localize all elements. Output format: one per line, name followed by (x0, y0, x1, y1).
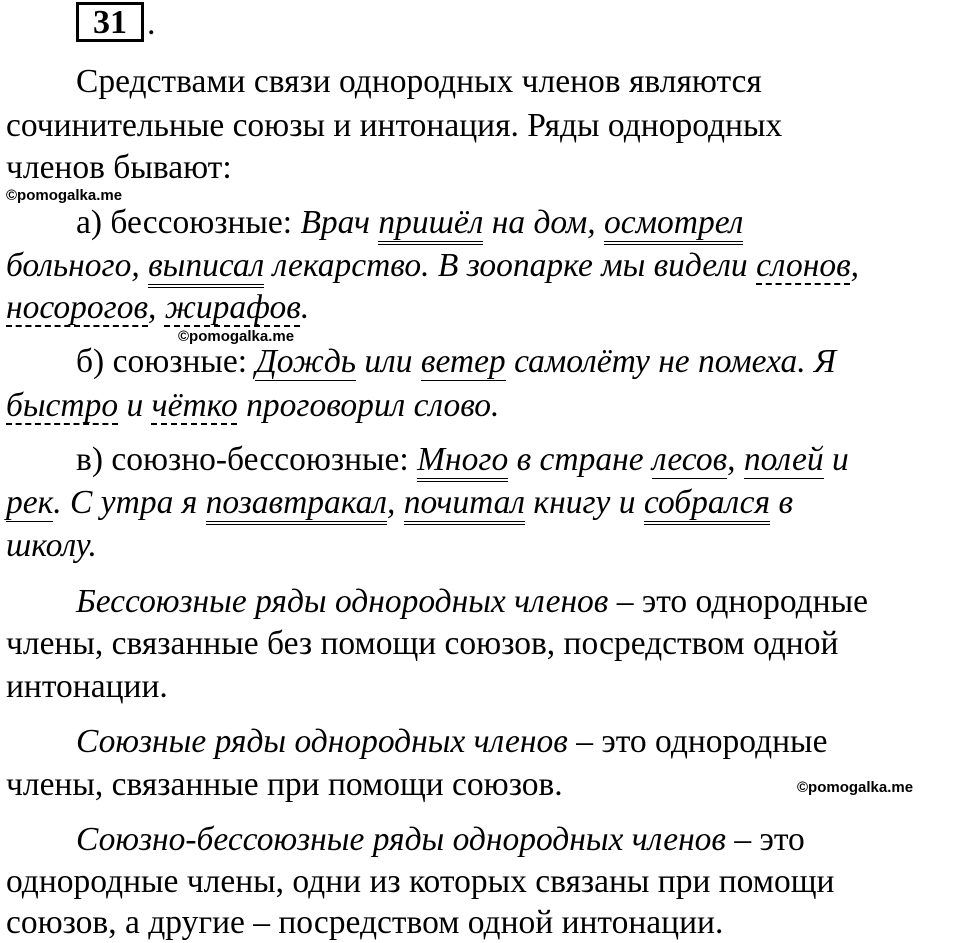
definition-2-text: – это однородные (567, 723, 828, 760)
example-b-line-1 (76, 342, 836, 382)
subject-word: полей (743, 441, 824, 478)
definition-2-term: Союзные ряды однородных членов (76, 723, 568, 760)
example-c-label: в) союзно-бессоюзные: (76, 441, 418, 478)
definition-1-line-3: интонации. (6, 668, 168, 705)
watermark: ©pomogalka.me (6, 187, 123, 204)
example-b-text: и (118, 387, 152, 424)
example-a-text: Врач (300, 204, 379, 241)
subject-word: лесов (651, 441, 728, 478)
example-c-text: в (770, 484, 793, 521)
example-b-text: или (356, 343, 421, 380)
example-c-text: , (727, 441, 744, 478)
predicate-word: осмотрел (604, 204, 743, 245)
definition-3-term: Союзно-бессоюзные ряды однородных членов (76, 821, 726, 858)
predicate-word: пришёл (378, 204, 483, 245)
object-word: носорогов (6, 289, 149, 326)
example-c-text: и (823, 441, 849, 478)
example-c-line-2 (6, 483, 793, 523)
predicate-word: позавтракал (206, 484, 387, 525)
definition-3-line-3: союзов, а другие – посредством одной интонации. (6, 904, 724, 941)
predicate-word: почитал (404, 484, 525, 525)
example-a-text: больного, (6, 247, 149, 284)
example-c-text: . С утра я (53, 484, 206, 521)
definition-3-line-1 (76, 820, 805, 860)
predicate-word: собрался (644, 484, 770, 525)
example-a-text: , (148, 289, 165, 326)
example-c-line-3 (6, 526, 97, 566)
exercise-number-dot: . (147, 5, 156, 42)
object-word: жирафов (164, 289, 301, 326)
definition-1-term: Бессоюзные ряды однородных членов (76, 583, 609, 620)
example-c-text: , (386, 484, 404, 521)
definition-1-line-1 (76, 582, 868, 622)
object-word: слонов (756, 247, 851, 284)
predicate-word: Много (417, 441, 508, 482)
example-c-text: книгу и (525, 484, 644, 521)
definition-2-line-2: члены, связанные при помощи союзов. (6, 766, 563, 803)
example-a-line-2 (6, 246, 859, 286)
watermark: ©pomogalka.me (178, 328, 295, 345)
definition-3-text: – это (725, 821, 805, 858)
example-a-text: . (300, 289, 310, 326)
predicate-word: выписал (148, 247, 264, 288)
exercise-number: 31 (76, 2, 144, 42)
example-a-label: а) бессоюзные: (76, 204, 301, 241)
example-b-text: самолёту не помеха. Я (505, 343, 837, 380)
definition-1-text: – это однородные (608, 583, 868, 620)
definition-2-line-1 (76, 722, 827, 762)
example-b-line-2 (6, 386, 499, 426)
example-a-text: лекарство. В зоопарке мы видели (264, 247, 757, 284)
example-b-text: проговорил слово. (237, 387, 500, 424)
subject-word: Дождь (255, 343, 357, 380)
example-a-text: на дом, (483, 204, 605, 241)
example-c-line-1 (76, 440, 849, 480)
definition-1-line-2: члены, связанные без помощи союзов, посредством одной (6, 625, 839, 662)
example-c-text: школу. (6, 527, 97, 564)
example-a-line-1 (76, 203, 743, 243)
example-a-text: , (850, 247, 859, 284)
intro-line-3: членов бывают: (6, 149, 232, 186)
intro-line-2: сочинительные союзы и интонация. Ряды однородных (6, 107, 783, 144)
subject-word: рек (6, 484, 54, 521)
subject-word: ветер (420, 343, 506, 380)
adverbial-word: быстро (6, 387, 119, 424)
example-a-line-3 (6, 288, 309, 328)
example-b-label: б) союзные: (76, 343, 256, 380)
intro-line-1: Средствами связи однородных членов являются (76, 63, 762, 100)
watermark: ©pomogalka.me (797, 779, 914, 796)
adverbial-word: чётко (151, 387, 238, 424)
example-c-text: в стране (508, 441, 652, 478)
definition-3-line-2: однородные члены, одни из которых связаны при помощи (6, 863, 835, 900)
